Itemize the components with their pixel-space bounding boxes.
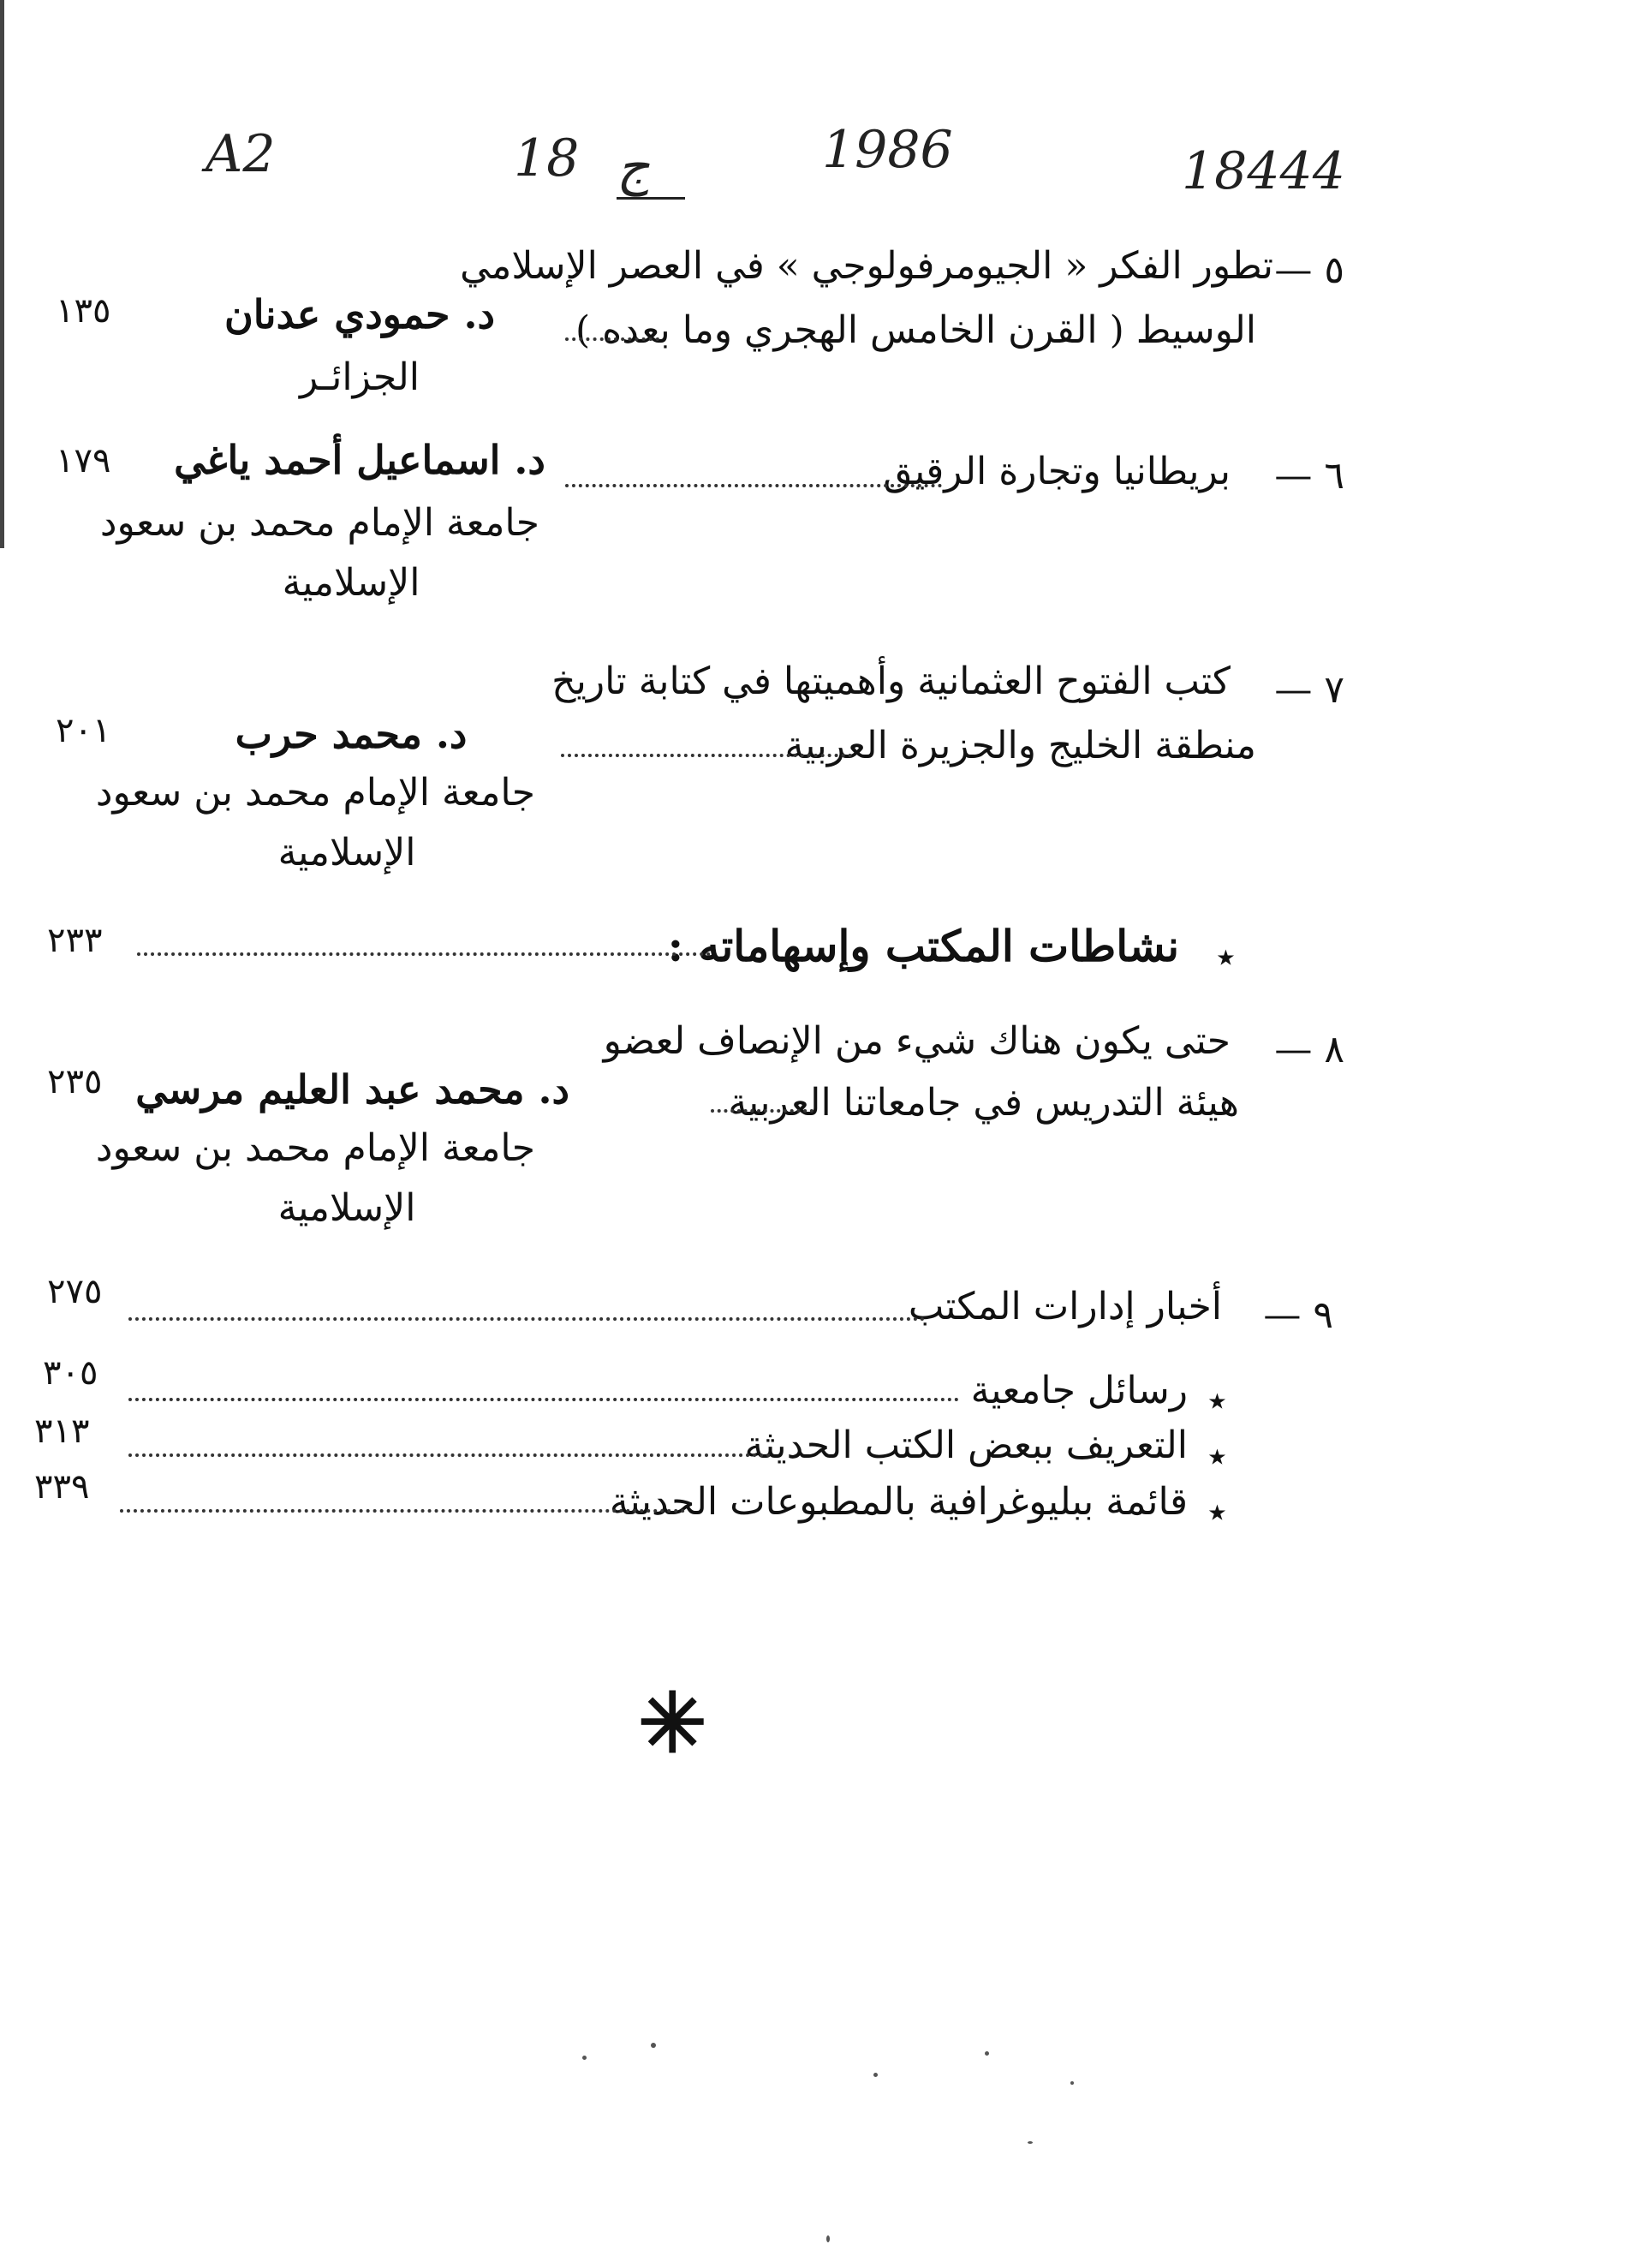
section-leader xyxy=(137,952,711,956)
section-title: نشاطات المكتب وإسهاماته : xyxy=(667,921,1179,971)
entry-5-author: د. حمودي عدنان xyxy=(223,291,495,337)
entry-7-title-2: منطقة الخليج والجزيرة العربية xyxy=(784,724,1256,767)
extra-2-page: ٣١٣ xyxy=(34,1412,90,1451)
entry-7-affiliation-1: جامعة الإمام محمد بن سعود xyxy=(95,771,535,815)
scan-speck xyxy=(873,2073,878,2077)
entry-5-affiliation: الجزائـر xyxy=(300,355,420,399)
section-page: ٢٣٣ xyxy=(47,921,103,960)
entry-5-title-1: تطور الفكر « الجيومرفولوجي » في العصر الإسلامي xyxy=(460,244,1273,288)
entry-7-author: د. محمد حرب xyxy=(235,711,468,757)
scan-speck xyxy=(582,2056,587,2060)
scan-speck xyxy=(1070,2081,1074,2085)
entry-7-page: ٢٠١ xyxy=(56,711,111,750)
entry-8-affiliation-1: جامعة الإمام محمد بن سعود xyxy=(95,1126,535,1170)
extra-3-star: ٭ xyxy=(1207,1490,1227,1532)
entry-6-affiliation-1: جامعة الإمام محمد بن سعود xyxy=(99,501,539,545)
entry-7-affiliation-2: الإسلامية xyxy=(277,831,416,874)
entry-8-page: ٢٣٥ xyxy=(47,1062,103,1101)
entry-9-title: أخبار إدارات المكتب xyxy=(908,1285,1222,1328)
extra-2-title: التعريف ببعض الكتب الحديثة xyxy=(744,1423,1188,1467)
entry-9-marker: ٩ — xyxy=(1263,1293,1333,1337)
entry-6-affiliation-2: الإسلامية xyxy=(282,561,420,605)
section-star: ٭ xyxy=(1216,935,1236,977)
scan-speck xyxy=(826,2235,830,2242)
entry-7-title-1: كتب الفتوح العثمانية وأهميتها في كتابة تاريخ xyxy=(551,660,1231,703)
handwritten-number: 18444 xyxy=(1182,141,1345,201)
extra-1-leader xyxy=(128,1398,959,1401)
extra-2-star: ٭ xyxy=(1207,1435,1227,1477)
entry-9-leader xyxy=(128,1317,925,1321)
entry-6-leader xyxy=(565,484,942,487)
entry-8-affiliation-2: الإسلامية xyxy=(277,1186,416,1230)
entry-8-title-2: هيئة التدريس في جامعاتنا العربية xyxy=(728,1081,1239,1125)
entry-6-marker: ٦ — xyxy=(1274,454,1344,498)
extra-2-leader xyxy=(128,1453,771,1457)
extra-3-leader xyxy=(120,1509,685,1513)
extra-3-title: قائمة ببليوغرافية بالمطبوعات الحديثة xyxy=(609,1480,1188,1524)
handwritten-code: A2 xyxy=(206,124,276,184)
entry-5-leader xyxy=(565,337,659,341)
entry-5-page: ١٣٥ xyxy=(56,291,111,331)
entry-9-page: ٢٧٥ xyxy=(47,1272,103,1311)
extra-1-page: ٣٠٥ xyxy=(43,1353,98,1393)
handwritten-issue: 18 xyxy=(514,128,580,188)
entry-8-marker: ٨ — xyxy=(1274,1028,1344,1071)
entry-7-leader xyxy=(561,754,852,757)
entry-5-marker: ٥ — xyxy=(1274,248,1344,292)
entry-8-title-1: حتى يكون هناك شيء من الإنصاف لعضو xyxy=(603,1019,1231,1063)
scan-speck xyxy=(651,2043,656,2048)
extra-1-title: رسائل جامعية xyxy=(970,1369,1188,1412)
entry-6-title: بريطانيا وتجارة الرقيق xyxy=(883,450,1231,493)
entry-6-author: د. اسماعيل أحمد ياغي xyxy=(174,437,545,483)
extra-1-star: ٭ xyxy=(1207,1379,1227,1421)
entry-7-marker: ٧ — xyxy=(1274,668,1344,712)
scan-edge xyxy=(0,0,4,548)
entry-8-leader xyxy=(711,1109,814,1113)
extra-3-page: ٣٣٩ xyxy=(34,1467,90,1507)
entry-8-author: د. محمد عبد العليم مرسي xyxy=(135,1066,569,1113)
handwritten-year: 1986 xyxy=(822,120,953,180)
entry-5-title-2: الوسيط ( القرن الخامس الهجري وما بعده ) xyxy=(575,308,1256,352)
end-ornament: ✳ xyxy=(638,1674,707,1771)
scan-speck xyxy=(985,2051,989,2056)
scan-speck xyxy=(1028,2141,1033,2144)
entry-6-page: ١٧٩ xyxy=(56,441,111,480)
handwritten-mark: ج xyxy=(617,137,685,200)
